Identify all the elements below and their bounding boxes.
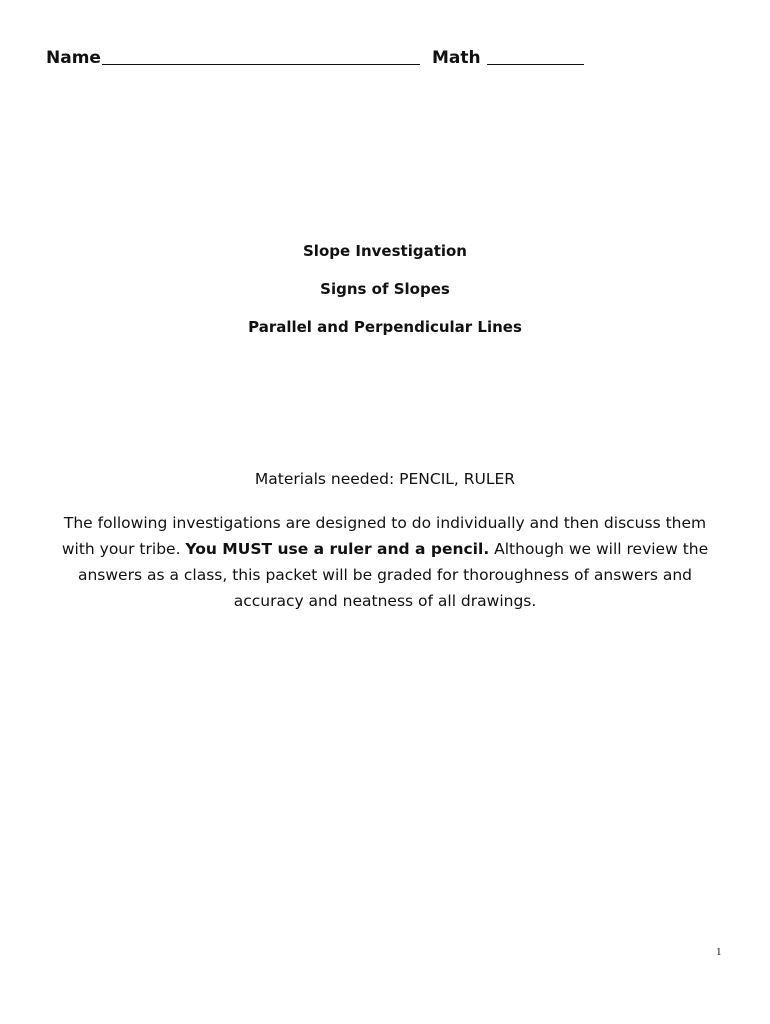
- materials-needed: Materials needed: PENCIL, RULER: [254, 470, 516, 488]
- math-blank[interactable]: [487, 48, 584, 65]
- instructions-part1: The following investigations are designed to do individually and then discuss them with your tribe.: [61, 514, 707, 558]
- title-parallel-perpendicular: Parallel and Perpendicular Lines: [248, 318, 522, 336]
- page-number: 1: [716, 946, 722, 958]
- math-label: Math: [431, 48, 481, 68]
- title-signs-of-slopes: Signs of Slopes: [320, 280, 450, 298]
- instructions-paragraph: [52, 510, 718, 614]
- instructions-part2: Although we will review the answers as a class, this packet will be graded for thoroughness of answers and accuracy and neatness of all drawings.: [77, 540, 709, 610]
- name-label: Name: [46, 48, 101, 68]
- title-slope-investigation: Slope Investigation: [303, 242, 467, 260]
- title-block: [0, 240, 770, 354]
- name-blank[interactable]: [102, 48, 420, 65]
- header-line: [46, 48, 584, 68]
- instructions-bold: You MUST use a ruler and a pencil.: [185, 540, 490, 558]
